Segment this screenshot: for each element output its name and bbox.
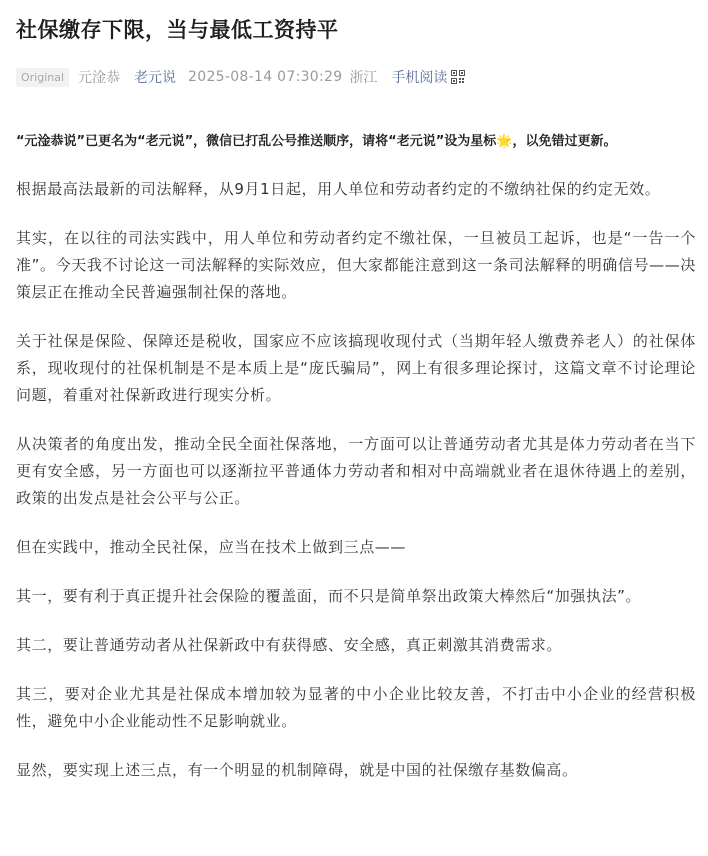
rename-notice — [16, 130, 696, 149]
mobile-read-link[interactable]: 手机阅读 — [391, 70, 448, 86]
qr-code-icon[interactable] — [451, 70, 465, 84]
author-name: 元淦恭 — [78, 70, 121, 86]
publish-datetime: 2025-08-14 07:30:29 — [188, 69, 343, 85]
article-title: 社保缴存下限，当与最低工资持平 — [16, 18, 339, 42]
account-name-link[interactable]: 老元说 — [134, 70, 177, 86]
original-badge: Original — [16, 68, 69, 87]
paragraph: 根据最高法最新的司法解释，从9月1日起，用人单位和劳动者约定的不缴纳社保的约定无效。 — [16, 180, 661, 198]
paragraph: 关于社保是保险、保障还是税收，国家应不应该搞现收现付式（当期年轻人缴费养老人）的社保体系，现收现付的社保机制是不是本质上是“庞氏骗局”，网上有很多理论探讨，这篇文章不讨论理论问题，着重对社保新政进行现实分析。 — [16, 332, 696, 404]
paragraph: 从决策者的角度出发，推动全民全面社保落地，一方面可以让普通劳动者尤其是体力劳动者在当下更有安全感，另一方面也可以逐渐拉平普通体力劳动者和相对中高端就业者在退休待遇上的差别，政策的出发点是社会公平与公正。 — [16, 435, 696, 507]
article-meta — [16, 66, 465, 88]
paragraph: 其一，要有利于真正提升社会保险的覆盖面，而不只是简单祭出政策大棒然后“加强执法”。 — [16, 587, 642, 605]
notice-text: “元淦恭说”已更名为“老元说”，微信已打乱公号推送顺序，请将“老元说”设为星标 — [16, 134, 497, 149]
star-emoji-icon: 🌟 — [496, 134, 513, 149]
paragraph: 但在实践中，推动全民社保，应当在技术上做到三点—— — [16, 538, 407, 556]
paragraph: 其三，要对企业尤其是社保成本增加较为显著的中小企业比较友善，不打击中小企业的经营积极性，避免中小企业能动性不足影响就业。 — [16, 685, 696, 730]
publish-location: 浙江 — [349, 70, 378, 86]
paragraph: 其二，要让普通劳动者从社保新政中有获得感、安全感，真正刺激其消费需求。 — [16, 636, 563, 654]
article-body — [16, 176, 696, 806]
paragraph: 其实，在以往的司法实践中，用人单位和劳动者约定不缴社保，一旦被员工起诉，也是“一告一个准”。今天我不讨论这一司法解释的实际效应，但大家都能注意到这一条司法解释的明确信号——决策层正在推动全民普遍强制社保的落地。 — [16, 229, 696, 301]
paragraph: 显然，要实现上述三点，有一个明显的机制障碍，就是中国的社保缴存基数偏高。 — [16, 761, 578, 779]
notice-tail: ，以免错过更新。 — [512, 134, 617, 149]
